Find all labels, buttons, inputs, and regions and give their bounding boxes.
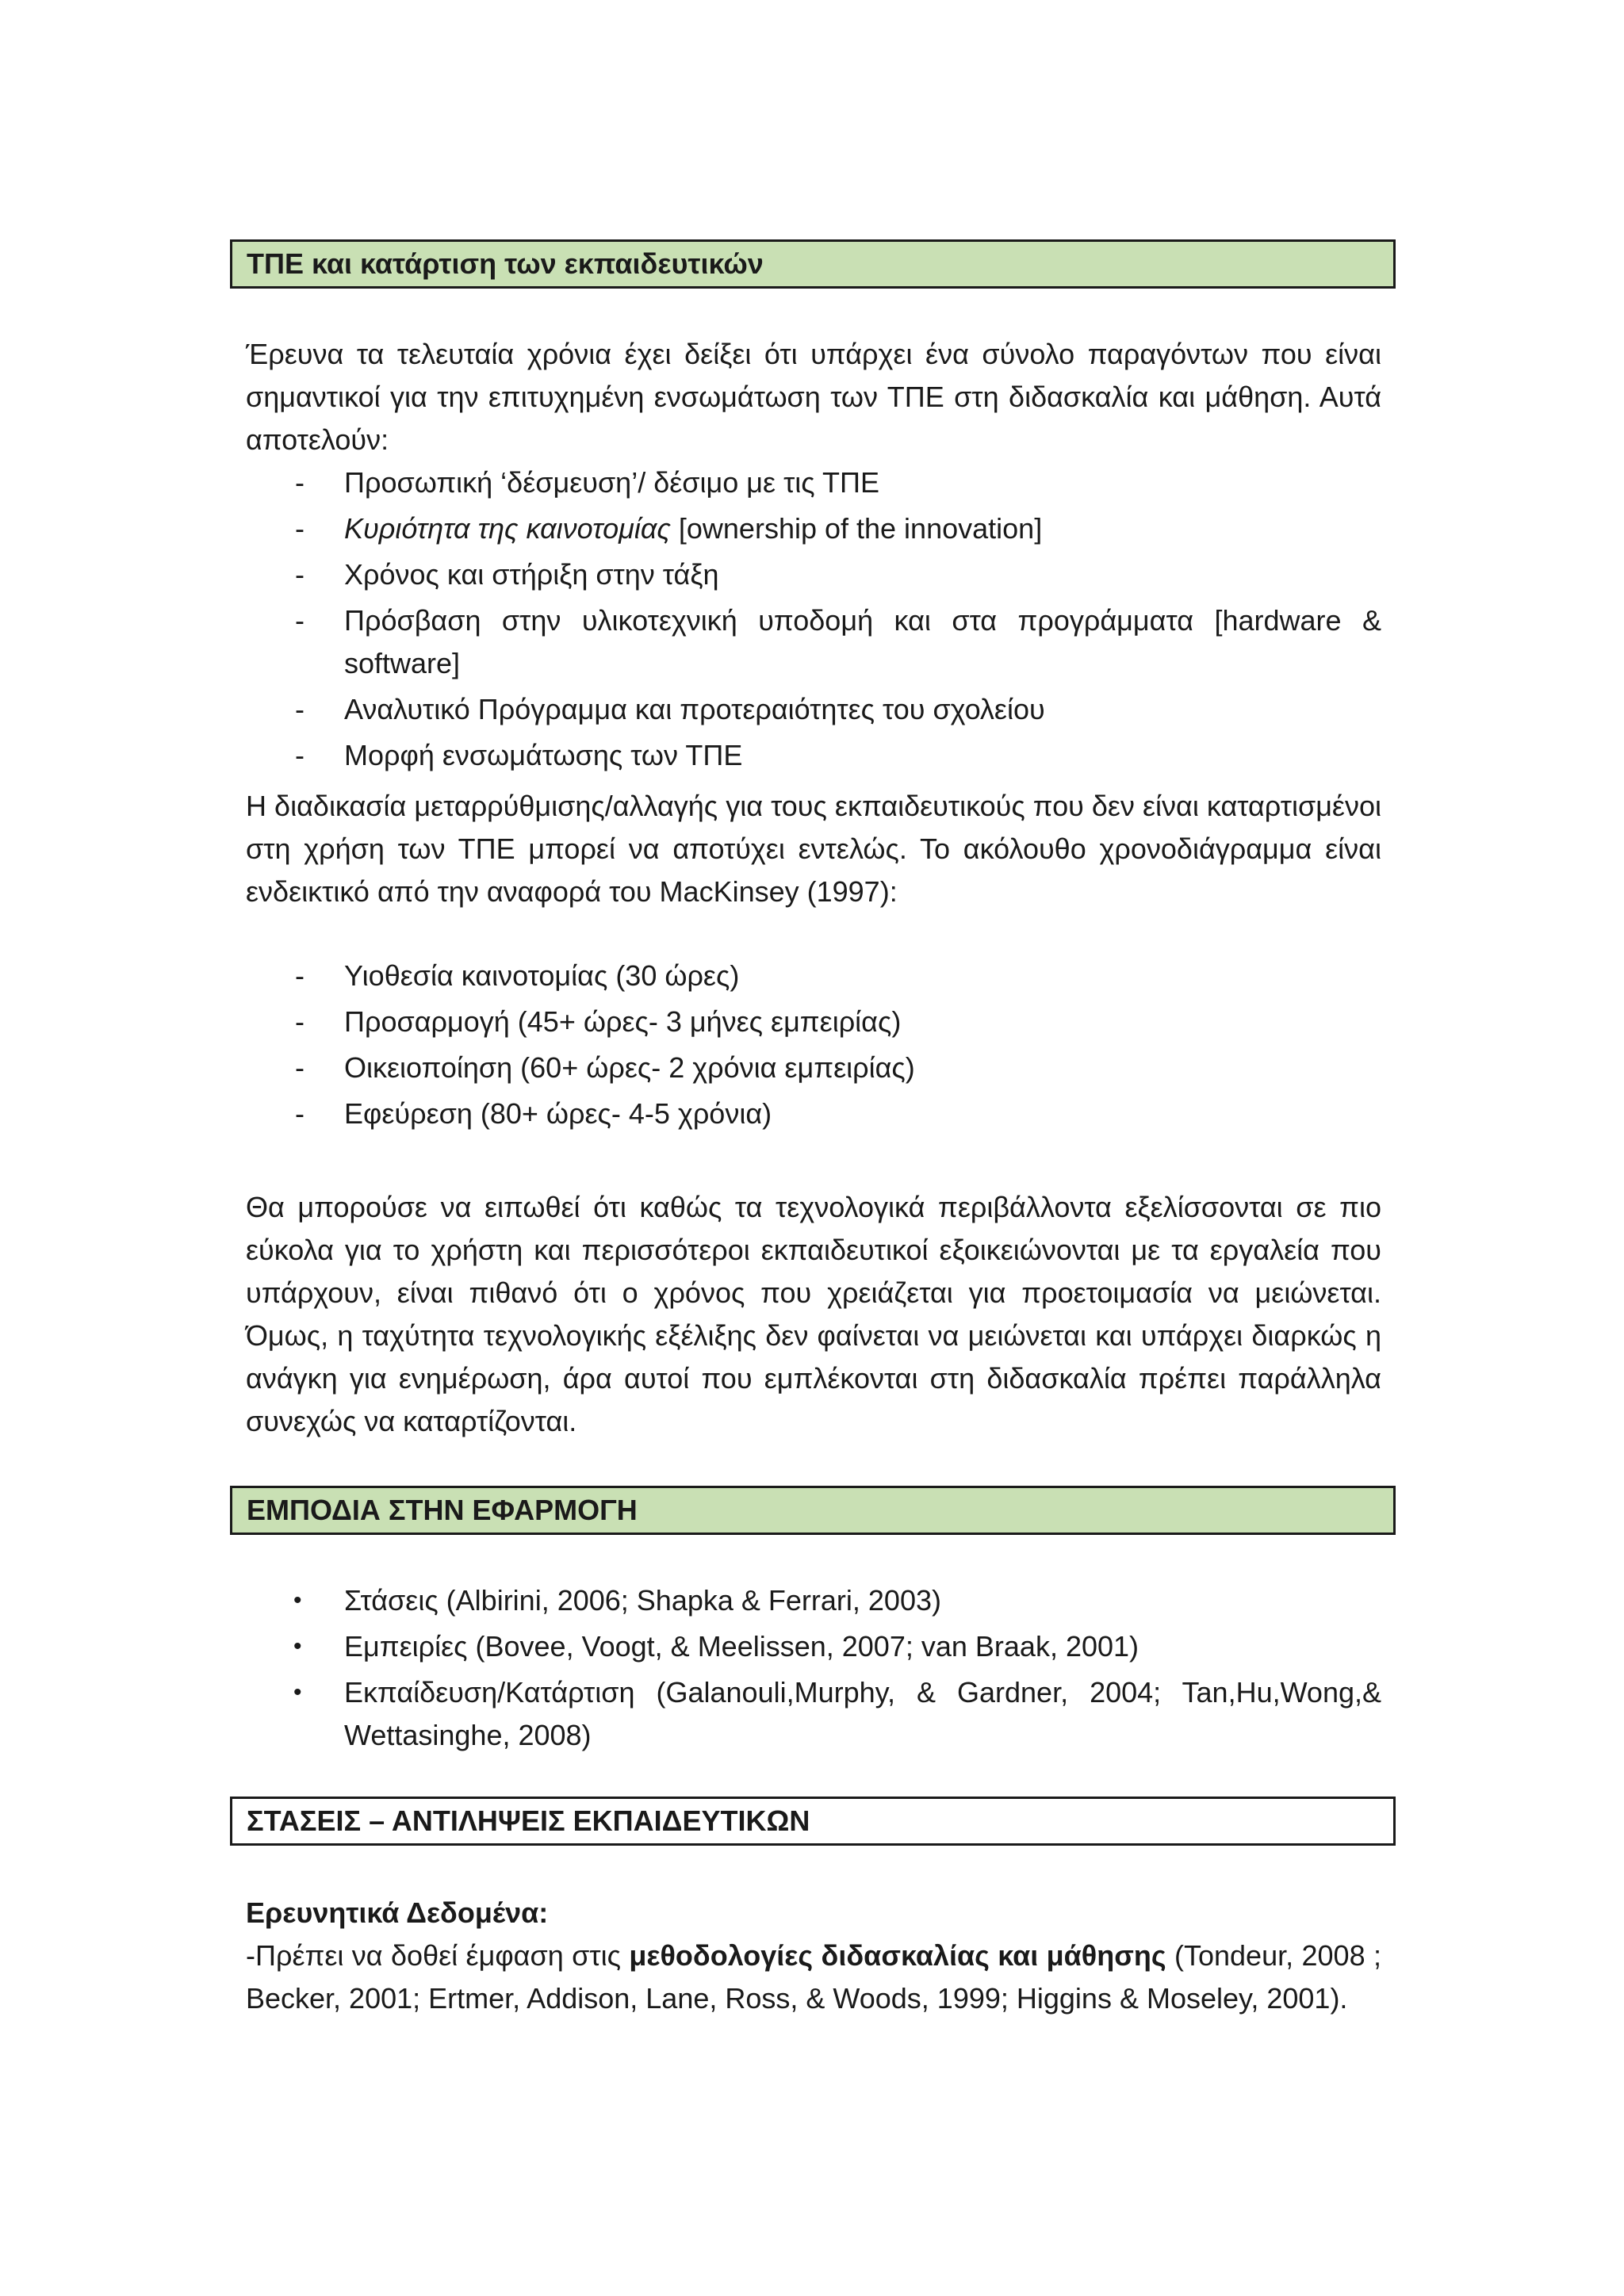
list-item: - Κυριότητα της καινοτομίας [ownership of the innovation] — [295, 512, 1043, 545]
timeline-list — [246, 955, 1381, 1138]
factors-list — [246, 461, 1381, 780]
research-subheading: Ερευνητικά Δεδομένα: — [246, 1896, 549, 1929]
emphasis-text: μεθοδολογίες διδασκαλίας και μάθησης — [629, 1939, 1166, 1972]
list-item: • Εμπειρίες (Bovee, Voogt, & Meelissen, 2007; van Braak, 2001) — [293, 1630, 1139, 1663]
section-heading-ict-training: ΤΠΕ και κατάρτιση των εκπαιδευτικών — [230, 239, 1396, 289]
list-item: - Μορφή ενσωμάτωσης των ΤΠΕ — [295, 739, 743, 771]
list-item: - Προσαρμογή (45+ ώρες- 3 μήνες εμπειρίας) — [295, 1005, 902, 1038]
conclusion-paragraph: Θα μπορούσε να ειπωθεί ότι καθώς τα τεχνολογικά περιβάλλοντα εξελίσσονται σε πιο εύκολα για το χρήστη και περισσότεροι εκπαιδευτικοί εξοικειώνονται με τα εργαλεία που υπάρχουν, είναι πιθανό ότι ο χρόνος που χρειάζεται για προετοιμασία να μειώνεται. Όμως, η ταχύτητα τεχνολογικής εξέλιξης δεν φαίνεται να μειώνεται και υπάρχει διαρκώς η ανάγκη για ενημέρωση, άρα αυτοί που εμπλέκονται στη διδασκαλία πρέπει παράλληλα συνεχώς να καταρτίζονται. — [246, 1191, 1381, 1437]
list-item: - Πρόσβαση στην υλικοτεχνική υποδομή και στα προγράμματα [hardware & software] — [295, 604, 1381, 679]
section-heading-attitudes: ΣΤΑΣΕΙΣ – ΑΝΤΙΛΗΨΕΙΣ ΕΚΠΑΙΔΕΥΤΙΚΩΝ — [230, 1797, 1396, 1846]
list-item: - Οικειοποίηση (60+ ώρες- 2 χρόνια εμπειρίας) — [295, 1051, 915, 1084]
list-item: - Προσωπική ‘δέσμευση’/ δέσιμο με τις ΤΠΕ — [295, 466, 879, 499]
list-item: - Εφεύρεση (80+ ώρες- 4-5 χρόνια) — [295, 1097, 772, 1130]
list-item: • Στάσεις (Albirini, 2006; Shapka & Ferrari, 2003) — [293, 1584, 941, 1617]
list-item: - Χρόνος και στήριξη στην τάξη — [295, 558, 719, 591]
process-paragraph: Η διαδικασία μεταρρύθμισης/αλλαγής για τους εκπαιδευτικούς που δεν είναι καταρτισμένοι στη χρήση των ΤΠΕ μπορεί να αποτύχει εντελώς. Το ακόλουθο χρονοδιάγραμμα είναι ενδεικτικό από την αναφορά του MacKinsey (1997): — [246, 790, 1381, 908]
list-item: - Υιοθεσία καινοτομίας (30 ώρες) — [295, 959, 740, 992]
barriers-list — [246, 1579, 1381, 1760]
research-paragraph: -Πρέπει να δοθεί έμφαση στις μεθοδολογίες διδασκαλίας και μάθησης (Tondeur, 2008 ; Becker, 2001; Ertmer, Addison, Lane, Ross, & Woods, 1999; Higgins & Moseley, 2001). — [246, 1939, 1381, 2015]
list-item: - Αναλυτικό Πρόγραμμα και προτεραιότητες του σχολείου — [295, 693, 1045, 725]
list-item: • Εκπαίδευση/Κατάρτιση (Galanouli,Murphy, & Gardner, 2004; Tan,Hu,Wong,& Wettasinghe, 2008) — [293, 1676, 1381, 1751]
section-heading-barriers: ΕΜΠΟΔΙΑ ΣΤΗΝ ΕΦΑΡΜΟΓΗ — [230, 1486, 1396, 1535]
intro-paragraph: Έρευνα τα τελευταία χρόνια έχει δείξει ότι υπάρχει ένα σύνολο παραγόντων που είναι σημαντικοί για την επιτυχημένη ενσωμάτωση των ΤΠΕ στη διδασκαλία και μάθηση. Αυτά αποτελούν: — [246, 338, 1381, 456]
